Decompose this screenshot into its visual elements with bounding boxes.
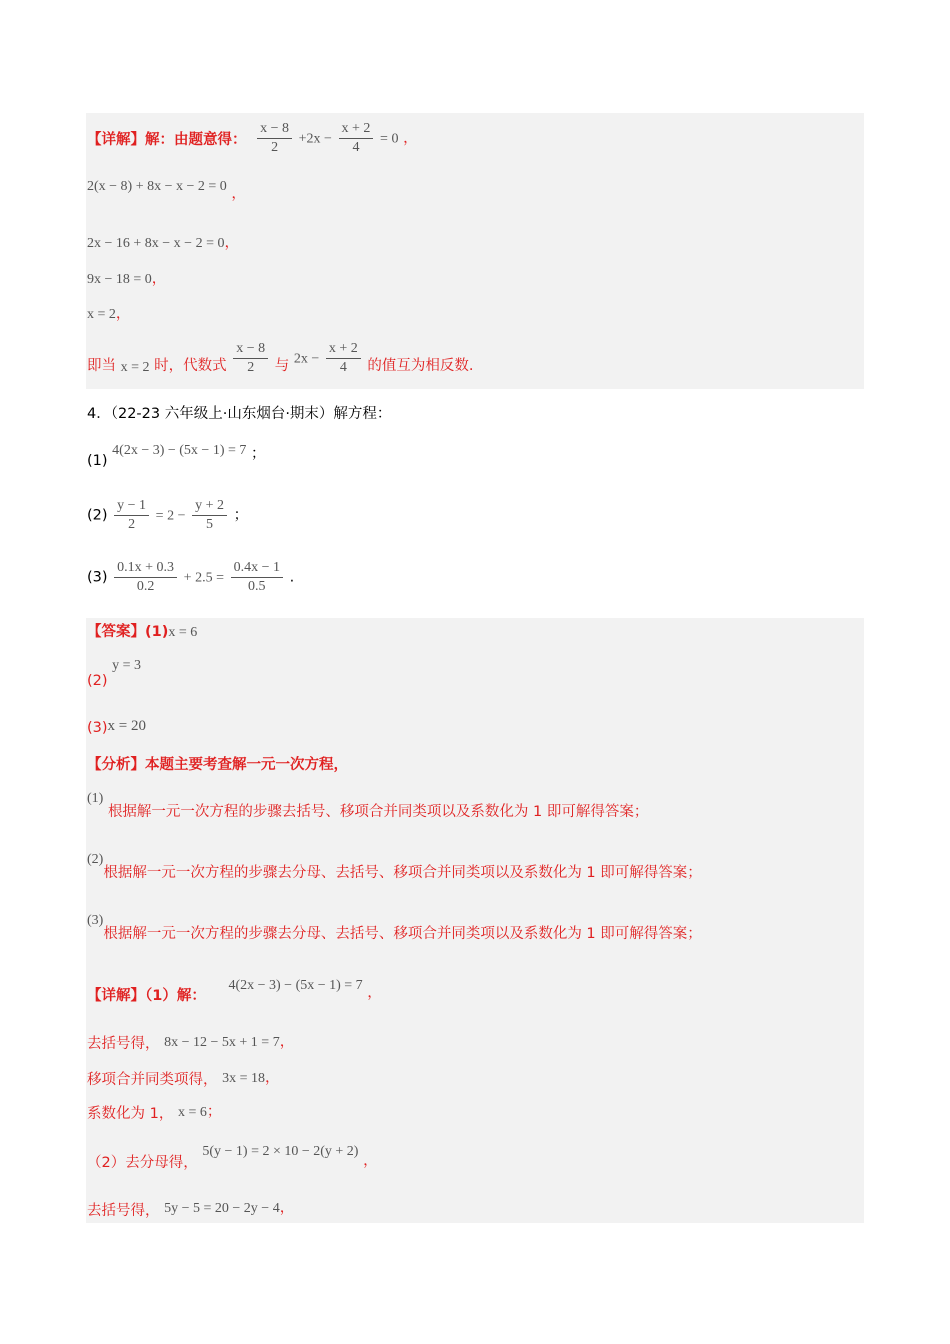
fraction: $\frac{x - 8}{2}$ [233,340,268,377]
answer-2: (2) y = 3 [87,658,142,689]
detail-step-5: （2）去分母得， 5(y − 1) = 2 × 10 − 2(y + 2) ， [87,1144,378,1171]
fraction: $\frac{0.1x + 0.3}{0.2}$ [114,559,177,596]
answer-1: 【答案】(1)x = 6 [87,624,198,640]
question-3: (3) $\frac{0.1x + 0.3}{0.2}$ + 2.5 = $\frac{0.4x - 1}{0.5}$ . [87,560,295,594]
detail-line-2: 2(x − 8) + 8x − x − 2 = 0 ， [87,179,246,202]
detail-step-3: 移项合并同类项得， 3x = 18， [87,1070,280,1088]
item-label: (3) [87,569,108,586]
fraction: $\frac{0.4x - 1}{0.5}$ [231,559,283,596]
fraction: $\frac{x - 8}{2}$ [257,120,292,157]
question-2: (2) $\frac{y - 1}{2}$ = 2 − $\frac{y + 2}{5}$ ； [87,498,249,532]
analysis-1: (1) 根据解一元一次方程的步骤去括号、移项合并同类项以及系数化为 1 即可解得答案； [87,791,649,820]
detail-line-4: 9x − 18 = 0， [87,271,167,287]
detail-line-5: x = 2， [87,306,131,322]
detail-step-2: 去括号得， 8x − 12 − 5x + 1 = 7， [87,1034,295,1052]
item-label: (2) [87,507,108,524]
analysis-heading: 【分析】本题主要考查解一元一次方程， [87,757,348,773]
fraction: $\frac{x + 2}{4}$ [339,120,374,157]
answer-3: (3)x = 20 [87,718,147,736]
detail-line-3: 2x − 16 + 8x − x − 2 = 0， [87,235,239,251]
detail-step-4: 系数化为 1， x = 6； [87,1104,222,1122]
conclusion-line: 即当 x = 2 时，代数式 $\frac{x - 8}{2}$ 与 2x − $\frac{x + 2}{4}$ 的值互为相反数. [87,341,474,375]
analysis-3: (3)根据解一元一次方程的步骤去分母、去括号、移项合并同类项以及系数化为 1 即可解得答案； [87,913,702,942]
analysis-2: (2)根据解一元一次方程的步骤去分母、去括号、移项合并同类项以及系数化为 1 即可解得答案； [87,852,702,881]
fraction: $\frac{y + 2}{5}$ [192,497,227,534]
item-label: (1) [87,453,108,469]
question-1: (1) 4(2x − 3) − (5x − 1) = 7 ； [87,443,266,469]
detail-step-1: 【详解】（1）解： 4(2x − 3) − (5x − 1) = 7 ， [87,978,382,1004]
question-title: 4．（22-23 六年级上·山东烟台·期末）解方程： [87,406,392,422]
fraction: $\frac{x + 2}{4}$ [326,340,361,377]
fraction: $\frac{y - 1}{2}$ [114,497,149,534]
detail-line-1: 【详解】解：由题意得： $\frac{x - 8}{2}$ +2x − $\frac{x + 2}{4}$ = 0 ， [87,121,418,155]
detail-label: 【详解】解：由题意得： [87,131,247,148]
detail-step-6: 去括号得， 5y − 5 = 20 − 2y − 4， [87,1200,295,1219]
